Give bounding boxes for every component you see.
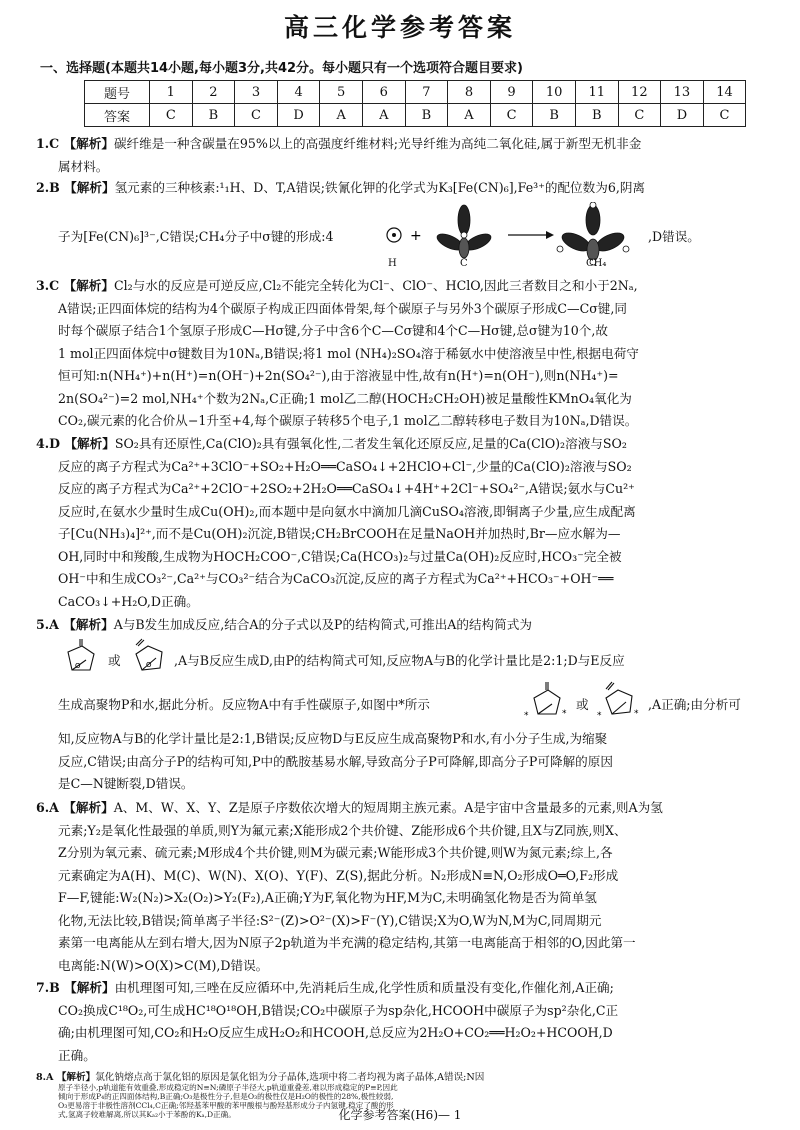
q4-line: 反应的离子方程式为Ca²⁺+3ClO⁻+SO₂+H₂O══CaSO₄↓+2HClO+Cl⁻,少量的Ca(ClO)₂溶液与SO₂ — [58, 458, 632, 474]
question-number: 13 — [661, 81, 704, 104]
question-number: 4 — [277, 81, 320, 104]
q6-head: 6.A 【解析】 — [36, 800, 114, 815]
svg-text:*: * — [634, 709, 639, 719]
question-number: 7 — [405, 81, 448, 104]
answer-cell: A — [362, 104, 405, 127]
q2-line: 子为[Fe(CN)₆]³⁻,C错误;CH₄分子中σ键的形成:4 — [58, 229, 334, 244]
explanation-q5 — [36, 614, 764, 637]
question-number: 6 — [362, 81, 405, 104]
q5-line: ,A与B反应生成D,由P的结构简式可知,反应物A与B的化学计量比是2:1;D与E反应 — [174, 653, 625, 668]
q5-structure-row-1 — [36, 636, 764, 678]
question-number: 14 — [703, 81, 746, 104]
q6-line: 电离能:N(W)>O(X)>C(M),D错误。 — [58, 957, 269, 973]
answer-cell: A — [448, 104, 491, 127]
q6-line: Z分别为氧元素、硫元素;M形成4个共价键,则M为碳元素;W能形成3个共价键,则W为氮元素;综上,各 — [58, 845, 613, 860]
q3-line: 恒可知:n(NH₄⁺)+n(H⁺)=n(OH⁻)+2n(SO₄²⁻),由于溶液显中性,故有n(H⁺)=n(OH⁻),则n(NH₄⁺)= — [58, 368, 619, 383]
answer-cell: D — [277, 104, 320, 127]
q6-line: 化物,无法比较,B错误;简单离子半径:S²⁻(Z)>O²⁻(X)>F⁻(Y),C错误;X为O,W为N,M为C,同周期元 — [58, 912, 602, 928]
question-number: 3 — [235, 81, 278, 104]
question-number: 10 — [533, 81, 576, 104]
explanation-q3 — [36, 275, 764, 433]
h-s-orbital-icon — [387, 228, 401, 242]
q5-head: 5.A 【解析】 — [36, 617, 114, 632]
q3-line: CO₂,碳元素的化合价从−1升至+4,每个碳原子转移5个电子,1 mol乙二醇转移电子数目为10Nₐ,D错误。 — [58, 413, 638, 428]
page-footer: 化学参考答案(H6)— 1 — [338, 1108, 462, 1122]
q4-line: SO₂具有还原性,Ca(ClO)₂具有强氧化性,二者发生氧化还原反应,足量的Ca(ClO)₂溶液与SO₂ — [114, 436, 627, 451]
compound-a-structure-icon — [58, 638, 104, 678]
q5-line: A与B发生加成反应,结合A的分子式以及P的结构简式,可推出A的结构简式为 — [113, 617, 532, 632]
answer-table-number-row — [85, 81, 746, 104]
q7-line: CO₂换成C¹⁸O₂,可生成HC¹⁸O¹⁸OH,B错误;CO₂中碳原子为sp杂化,HCOOH中碳原子为sp²杂化,C正 — [58, 1002, 619, 1018]
q4-line: 反应的离子方程式为Ca²⁺+2ClO⁻+2SO₂+2H₂O══CaSO₄↓+4H⁺+2Cl⁻+SO₄²⁻,A错误;氨水与Cu²⁺ — [58, 481, 635, 496]
explanation-q4 — [36, 433, 764, 613]
q7-line: 由机理图可知,三唑在反应循环中,先消耗后生成,化学性质和质量没有变化,作催化剂,A正确; — [114, 980, 614, 995]
c-sp3-orbital-icon — [435, 205, 493, 258]
q2-line: 氢元素的三种核素:¹₁H、D、T,A错误;铁氰化钾的化学式为K₃[Fe(CN)₆],Fe³⁺的配位数为6,阴离 — [114, 180, 646, 195]
q6-line: A、M、W、X、Y、Z是原子序数依次增大的短周期主族元素。A是宇宙中含量最多的元素,则A为氢 — [113, 800, 663, 815]
svg-text:*: * — [524, 711, 529, 721]
q4-line: 反应时,在氨水少量时生成Cu(OH)₂,而本题中是向氨水中滴加几滴CuSO₄溶液,即铜离子少量,应生成配离 — [58, 503, 636, 519]
question-number: 12 — [618, 81, 661, 104]
question-number: 9 — [490, 81, 533, 104]
answer-cell: A — [320, 104, 363, 127]
q5-or-label: 或 — [576, 697, 589, 712]
q6-line: 元素确定为A(H)、M(C)、W(N)、X(O)、Y(F)、Z(S),据此分析。N₂形成N≡N,O₂形成O═O,F₂形成 — [58, 867, 619, 883]
answer-cell: B — [192, 104, 235, 127]
q8-line: 氯化钠熔点高于氯化铝的原因是氯化铝为分子晶体,选项中将二者均视为离子晶体,A错误;N因 — [95, 1072, 485, 1083]
q5-or-label: 或 — [108, 653, 121, 668]
q5-line: ,A正确;由分析可 — [648, 697, 741, 712]
q5-line: 生成高聚物P和水,据此分析。反应物A中有手性碳原子,如图中*所示 — [58, 697, 430, 712]
q2-line: ,D错误。 — [648, 229, 700, 244]
q4-line: OH,同时中和羧酸,生成物为HOCH₂COO⁻,C错误;Ca(HCO₃)₂与过量Ca(OH)₂反应时,HCO₃⁻完全被 — [58, 548, 622, 564]
question-number: 5 — [320, 81, 363, 104]
label-h: H — [388, 258, 397, 269]
section-heading: 一、选择题(本题共14小题,每小题3分,共42分。每小题只有一个选项符合题目要求) — [40, 61, 523, 76]
label-ch4: CH₄ — [586, 258, 607, 269]
row-label-question: 题号 — [85, 81, 150, 104]
answer-cell: C — [618, 104, 661, 127]
answer-cell: D — [661, 104, 704, 127]
chiral-compound-a-structure-icon — [522, 680, 572, 724]
answer-table — [84, 80, 746, 127]
question-number: 1 — [150, 81, 193, 104]
svg-text:O: O — [146, 661, 152, 669]
q1-line: 属材料。 — [58, 158, 109, 174]
answer-cell: C — [703, 104, 746, 127]
answer-cell: C — [490, 104, 533, 127]
q2-head: 2.B 【解析】 — [36, 180, 115, 195]
svg-text:O: O — [75, 662, 81, 670]
q5-structure-row-2 — [36, 680, 764, 724]
q1-head: 1.C 【解析】 — [36, 136, 114, 151]
q2-sigma-bond-figure-row — [36, 200, 764, 272]
label-c: C — [460, 258, 468, 269]
chiral-compound-a-alt-structure-icon — [594, 680, 644, 724]
ch4-orbital-diagram — [378, 202, 648, 270]
compound-a-alt-structure-icon — [126, 638, 172, 678]
q8-line: O₃更易溶于非极性溶剂CCl₄,C正确;邻羟基苯甲酸的苯甲酸根与酚羟基形成分子内氢键,稳定了酸的形 — [58, 1101, 394, 1110]
q6-line: F—F,键能:W₂(N₂)>X₂(O₂)>Y₂(F₂),A正确;Y为F,氧化物为HF,M为C,未明确氢化物是否为简单氢 — [58, 890, 597, 905]
answer-table-answer-row — [85, 104, 746, 127]
q8-line: 式,氢离子较难解离,所以其Kₐ₂小于苯酚的Kₐ,D正确。 — [58, 1110, 236, 1119]
answer-cell: C — [235, 104, 278, 127]
q3-line: 时每个碳原子结合1个氢原子形成C—Hσ键,分子中含6个C—Cσ键和4个C—Hσ键,总σ键为10个,故 — [58, 323, 608, 338]
q7-line: 确;由机理图可知,CO₂和H₂O反应生成H₂O₂和HCOOH,总反应为2H₂O+CO₂══H₂O₂+HCOOH,D — [58, 1025, 613, 1040]
answer-cell: B — [533, 104, 576, 127]
q3-line: A错误;正四面体烷的结构为4个碳原子构成正四面体骨架,每个碳原子与另外3个碳原子形成C—Cσ键,同 — [58, 300, 627, 316]
q8-line: 原子半径小,p轨道能有效重叠,形成稳定的N≡N;磷原子半径大,p轨道重叠差,难以形成稳定的P≡P,因此 — [58, 1083, 398, 1092]
q3-line: 1 mol正四面体烷中σ键数目为10Nₐ,B错误;将1 mol (NH₄)₂SO₄溶于稀氨水中使溶液呈中性,根据电荷守 — [58, 345, 639, 361]
row-label-answer: 答案 — [85, 104, 150, 127]
svg-text:*: * — [597, 711, 602, 721]
svg-text:*: * — [562, 709, 567, 719]
q3-line: Cl₂与水的反应是可逆反应,Cl₂不能完全转化为Cl⁻、ClO⁻、HClO,因此三者数目之和小于2Nₐ, — [113, 278, 638, 293]
question-number: 8 — [448, 81, 491, 104]
q3-head: 3.C 【解析】 — [36, 278, 114, 293]
q5-line: 是C—N键断裂,D错误。 — [58, 776, 194, 791]
q8-head: 8.A 【解析】 — [36, 1072, 96, 1083]
answer-cell: B — [405, 104, 448, 127]
svg-text:+: + — [410, 228, 422, 244]
question-number: 11 — [575, 81, 618, 104]
q6-line: 元素;Y₂是氧化性最强的单质,则Y为氟元素;X能形成2个共价键、Z能形成6个共价键,且X与Z同族,则X、 — [58, 822, 627, 838]
answer-cell: B — [575, 104, 618, 127]
q5-line: 反应,C错误;由高分子P的结构可知,P中的酰胺基易水解,导致高分子P可降解,即高分子P可降解的原因 — [58, 753, 613, 769]
q3-line: 2n(SO₄²⁻)=2 mol,NH₄⁺个数为2Nₐ,C正确;1 mol乙二醇(HOCH₂CH₂OH)被足量酸性KMnO₄氧化为 — [58, 390, 632, 406]
explanation-q7 — [36, 977, 764, 1067]
page-title: 高三化学参考答案 — [283, 13, 516, 42]
q4-head: 4.D 【解析】 — [36, 436, 115, 451]
q4-line: CaCO₃↓+H₂O,D正确。 — [58, 593, 199, 609]
explanation-q1 — [36, 133, 764, 178]
ch4-molecule-icon — [557, 202, 629, 265]
question-number: 2 — [192, 81, 235, 104]
q1-line: 碳纤维是一种含碳量在95%以上的高强度纤维材料;光导纤维为高纯二氧化硅,属于新型无机非金 — [113, 136, 642, 151]
q7-line: 正确。 — [58, 1047, 96, 1063]
answer-cell: C — [150, 104, 193, 127]
explanation-q5-cont — [36, 728, 764, 796]
q6-line: 素第一电离能从左到右增大,因为N原子2p轨道为半充满的稳定结构,其第一电离能高于相邻的O,因此第一 — [58, 935, 636, 950]
q4-line: OH⁻中和生成CO₃²⁻,Ca²⁺与CO₃²⁻结合为CaCO₃沉淀,反应的离子方程式为Ca²⁺+HCO₃⁻+OH⁻══ — [58, 571, 614, 586]
q8-line: 倾向于形成P₄的正四面体结构,B正确;O₃是极性分子,但是O₃的极性仅是H₂O的极性的28%,极性较弱, — [58, 1092, 394, 1101]
explanation-q2 — [36, 177, 764, 200]
q4-line: 子[Cu(NH₃)₄]²⁺,而不是Cu(OH)₂沉淀,B错误;CH₂BrCOOH在足量NaOH并加热时,Br—应水解为— — [58, 526, 621, 541]
explanation-q6 — [36, 797, 764, 977]
q7-head: 7.B 【解析】 — [36, 980, 115, 995]
q5-line: 知,反应物A与B的化学计量比是2:1,B错误;反应物D与E反应生成高聚物P和水,有小分子生成,为缩聚 — [58, 731, 608, 746]
